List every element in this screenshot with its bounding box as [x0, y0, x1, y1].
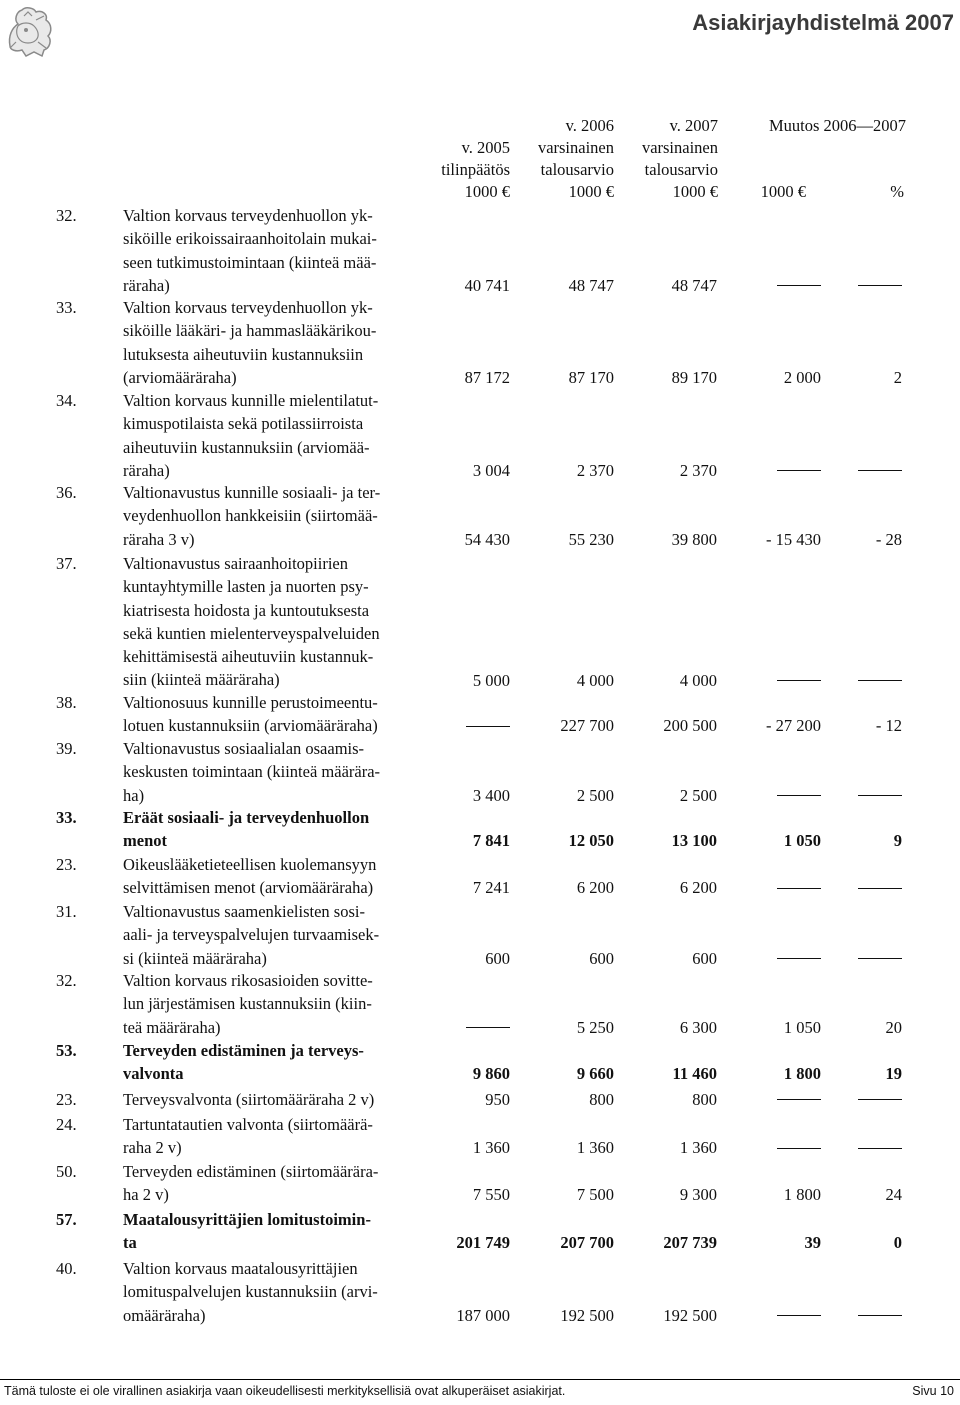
column-header-line: 1000 €	[464, 182, 510, 201]
empty-value-dash	[752, 459, 902, 482]
row-description-line: sekä kuntien mielenterveyspalveluiden	[123, 623, 380, 643]
row-description-line: Valtion korvaus terveydenhuollon yk-	[123, 298, 373, 317]
column-header-line: tilinpäätös	[441, 160, 510, 179]
row-value: 4 000	[679, 670, 717, 690]
row-description-line: lotuen kustannuksiin (arviomääräraha)	[123, 716, 378, 736]
dash-line	[858, 680, 902, 681]
row-description-line: Terveyden edistäminen ja terveys-	[123, 1041, 364, 1060]
row-value: 7 550	[472, 1185, 510, 1205]
empty-value-dash	[752, 274, 902, 297]
row-number: 39.	[56, 739, 77, 758]
row-description-line: siin (kiinteä määräraha)	[123, 670, 280, 690]
row-description-line: seen tutkimustoimintaan (kiinteä mää-	[123, 252, 377, 272]
row-number: 32.	[56, 206, 77, 225]
column-header-change-pct: %	[890, 182, 904, 201]
column-header-line: talousarvio	[540, 160, 614, 179]
row-value: 2 370	[679, 460, 717, 480]
row-value: - 27 200	[766, 716, 821, 736]
dash-line	[858, 958, 902, 959]
row-value: 1 800	[783, 1185, 821, 1205]
row-number: 57.	[56, 1210, 77, 1229]
row-description-line: si (kiinteä määräraha)	[123, 948, 267, 968]
row-description-line: teä määräraha)	[123, 1017, 221, 1037]
row-value: 87 172	[464, 367, 510, 387]
row-number: 50.	[56, 1162, 77, 1181]
dash-line	[858, 285, 902, 286]
row-value: 600	[692, 948, 717, 968]
row-description-line: räraha)	[123, 460, 170, 480]
row-value: 9 860	[472, 1064, 510, 1084]
row-value: 187 000	[456, 1305, 510, 1325]
row-value: 1 050	[783, 831, 821, 851]
column-header-2006	[494, 115, 614, 203]
row-value: 192 500	[663, 1305, 717, 1325]
row-value: 6 200	[576, 878, 614, 898]
row-value: 1 360	[576, 1138, 614, 1158]
row-value: 2	[893, 367, 902, 387]
row-description-line: Oikeuslääketieteellisen kuolemansyyn	[123, 855, 377, 874]
row-description-line: Maatalousyrittäjien lomitustoimin-	[123, 1210, 371, 1229]
lion-coat-of-arms-icon	[4, 2, 56, 58]
row-value: - 12	[875, 716, 902, 736]
row-number: 34.	[56, 391, 77, 410]
row-number: 31.	[56, 902, 77, 921]
row-value: 11 460	[672, 1064, 717, 1084]
row-value: 3 400	[472, 785, 510, 805]
row-description-line: kehittämisestä aiheutuviin kustannuk-	[123, 647, 374, 667]
row-description-line: Valtionosuus kunnille perustoimeentu-	[123, 693, 378, 712]
dash-line	[858, 1315, 902, 1316]
row-value: 12 050	[568, 831, 614, 851]
row-value: 2 000	[783, 367, 821, 387]
column-header-line: varsinainen	[537, 138, 614, 157]
row-value: - 28	[875, 529, 902, 549]
row-value: - 15 430	[766, 529, 821, 549]
row-value: 54 430	[464, 529, 510, 549]
column-header-change-title: Muutos 2006—2007	[768, 116, 906, 135]
row-description-line: Terveysvalvonta (siirtomääräraha 2 v)	[123, 1090, 375, 1109]
column-header-line: varsinainen	[641, 138, 718, 157]
row-value: 4 000	[576, 670, 614, 690]
row-description-line: Valtion korvaus maatalousyrittäjien	[123, 1259, 358, 1278]
row-value: 6 300	[679, 1017, 717, 1037]
column-header-line: 1000 €	[672, 182, 718, 201]
row-value: 9 300	[679, 1185, 717, 1205]
row-description-line: räraha 3 v)	[123, 529, 195, 549]
row-description-line: räraha)	[123, 275, 170, 295]
row-value: 1 360	[472, 1138, 510, 1158]
row-value: 192 500	[560, 1305, 614, 1325]
row-description-line: Valtion korvaus rikosasioiden sovitte-	[123, 971, 373, 990]
row-value: 5 000	[472, 670, 510, 690]
row-description-line: aiheutuviin kustannuksiin (arviomää-	[123, 437, 370, 457]
row-number: 24.	[56, 1115, 77, 1134]
row-description-line: siköille erikoissairaanhoitolain mukai-	[123, 229, 377, 249]
row-description-line: veydenhuollon hankkeisiin (siirtomää-	[123, 506, 378, 526]
row-number: 23.	[56, 855, 77, 874]
row-value: 48 747	[568, 275, 614, 295]
row-value: 1 050	[783, 1017, 821, 1037]
row-description-line: siköille lääkäri- ja hammaslääkärikou-	[123, 321, 377, 341]
row-description-line: ta	[123, 1233, 137, 1253]
row-description-line: Eräät sosiaali- ja terveydenhuollon	[123, 808, 370, 827]
row-description-line: menot	[123, 831, 167, 851]
row-value: 40 741	[464, 275, 510, 295]
row-number: 36.	[56, 483, 77, 502]
row-description-line: keskusten toimintaan (kiinteä määrära-	[123, 762, 381, 782]
empty-value-dash	[752, 947, 902, 970]
column-header-change-abs: 1000 €	[760, 182, 806, 201]
row-value: 24	[885, 1185, 902, 1205]
row-value: 7 241	[472, 878, 510, 898]
row-description-line: Valtionavustus sosiaalialan osaamis-	[123, 739, 365, 758]
row-value: 39	[804, 1233, 821, 1253]
empty-value-dash	[752, 876, 902, 899]
column-header-line: v. 2006	[565, 116, 614, 135]
row-number: 33.	[56, 808, 77, 827]
row-description-line: Valtionavustus sairaanhoitopiirien	[123, 554, 348, 573]
row-value: 201 749	[456, 1233, 510, 1253]
row-description-line: omääräraha)	[123, 1305, 206, 1325]
row-description-line: lun järjestämisen kustannuksiin (kiin-	[123, 994, 372, 1014]
row-description-line: valvonta	[123, 1064, 184, 1084]
row-value: 227 700	[560, 716, 614, 736]
page-number: Sivu 10	[912, 1384, 954, 1398]
row-value: 0	[893, 1233, 902, 1253]
dash-line	[858, 795, 902, 796]
row-value: 3 004	[472, 460, 510, 480]
row-description-line: lomituspalvelujen kustannuksiin (arvi-	[123, 1282, 378, 1302]
row-value: 800	[589, 1090, 614, 1109]
row-value: 20	[885, 1017, 902, 1037]
row-number: 38.	[56, 693, 77, 712]
row-description-line: Valtionavustus kunnille sosiaali- ja ter-	[123, 483, 381, 502]
row-description-line: lutuksesta aiheutuviin kustannuksiin	[123, 344, 364, 364]
row-value: 1 800	[783, 1064, 821, 1084]
column-header-line: v. 2007	[669, 116, 718, 135]
row-description-line: aali- ja terveyspalvelujen turvaamisek-	[123, 925, 380, 945]
row-value: 39 800	[671, 529, 717, 549]
row-value: 800	[692, 1090, 717, 1109]
empty-value-dash	[752, 1304, 902, 1327]
row-value: 89 170	[671, 367, 717, 387]
row-value: 950	[485, 1090, 510, 1109]
row-value: 600	[589, 948, 614, 968]
row-description-line: (arviomääräraha)	[123, 367, 237, 387]
dash-line	[858, 888, 902, 889]
row-description-line: Terveyden edistäminen (siirtomäärära-	[123, 1162, 379, 1181]
dash-line	[858, 1099, 902, 1100]
empty-value-dash	[752, 1136, 902, 1159]
row-description-line: kimuspotilaista sekä potilassiirroista	[123, 414, 364, 434]
empty-value-dash	[752, 784, 902, 807]
row-value: 1 360	[679, 1138, 717, 1158]
row-value: 2 370	[576, 460, 614, 480]
column-header-line: 1000 €	[568, 182, 614, 201]
row-value: 5 250	[576, 1017, 614, 1037]
row-value: 7 841	[472, 831, 510, 851]
row-value: 2 500	[679, 785, 717, 805]
row-description-line: raha 2 v)	[123, 1138, 182, 1158]
row-value: 87 170	[568, 367, 614, 387]
row-number: 33.	[56, 298, 77, 317]
row-value: 207 700	[560, 1233, 614, 1253]
row-value: 9 660	[576, 1064, 614, 1084]
row-description-line: ha)	[123, 785, 145, 805]
row-value: 13 100	[671, 831, 717, 851]
row-number: 32.	[56, 971, 77, 990]
footer-divider	[0, 1379, 960, 1380]
row-value: 207 739	[663, 1233, 717, 1253]
row-value: 9	[893, 831, 902, 851]
empty-value-dash	[752, 1088, 902, 1111]
column-header-line: talousarvio	[644, 160, 718, 179]
row-value: 19	[885, 1064, 902, 1084]
document-title: Asiakirjayhdistelmä 2007	[692, 10, 954, 35]
row-description-line: kuntayhtymille lasten ja nuorten psy-	[123, 577, 369, 597]
row-description-line: ha 2 v)	[123, 1185, 169, 1205]
row-description-line: Tartuntatautien valvonta (siirtomäärä-	[123, 1115, 373, 1134]
row-description-line: Valtionavustus saamenkielisten sosi-	[123, 902, 365, 921]
row-number: 53.	[56, 1041, 77, 1060]
column-header-line: v. 2005	[461, 138, 510, 157]
row-description-line: Valtion korvaus terveydenhuollon yk-	[123, 206, 373, 225]
row-value: 7 500	[576, 1185, 614, 1205]
empty-value-dash	[752, 669, 902, 692]
dash-line	[858, 1148, 902, 1149]
row-number: 23.	[56, 1090, 77, 1109]
footer-disclaimer: Tämä tuloste ei ole virallinen asiakirja vaan oikeudellisesti merkityksellisiä ovat alkuperäiset asiakirjat.	[4, 1384, 566, 1398]
row-value: 55 230	[568, 529, 614, 549]
row-description-line: selvittämisen menot (arviomääräraha)	[123, 878, 374, 898]
dash-line	[858, 470, 902, 471]
row-value: 600	[485, 948, 510, 968]
row-value: 6 200	[679, 878, 717, 898]
row-value: 200 500	[663, 716, 717, 736]
row-description-line: Valtion korvaus kunnille mielentilatut-	[123, 391, 379, 410]
row-value: 48 747	[671, 275, 717, 295]
row-description-line: kiatrisesta hoidosta ja kuntoutuksesta	[123, 600, 370, 620]
row-number: 37.	[56, 554, 77, 573]
row-number: 40.	[56, 1259, 77, 1278]
row-value: 2 500	[576, 785, 614, 805]
